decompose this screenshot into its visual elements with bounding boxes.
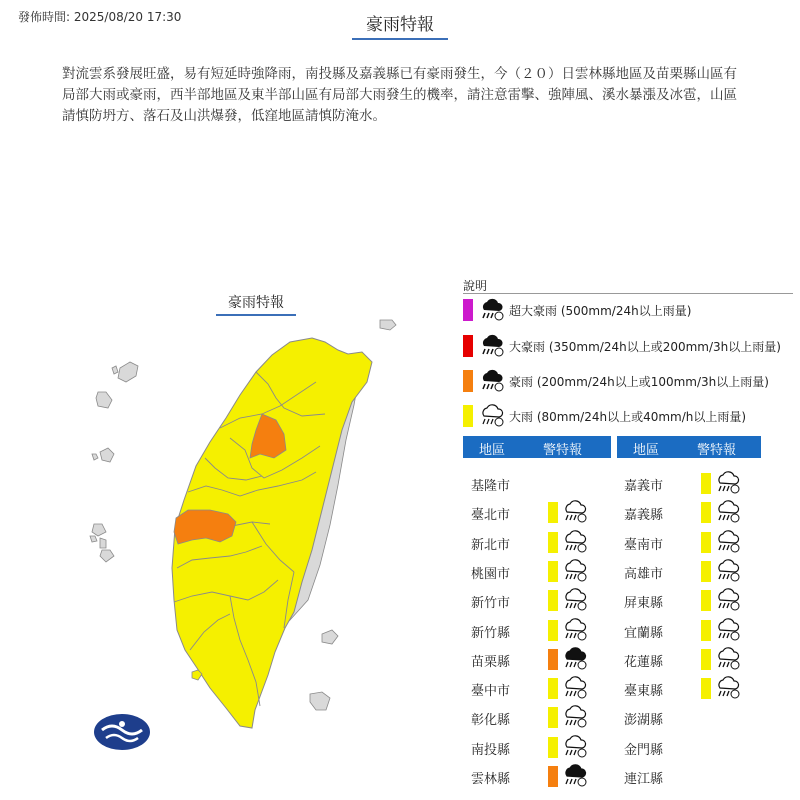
table-row — [624, 558, 764, 586]
table-header-right — [617, 436, 761, 458]
region-name: 臺中市 — [471, 684, 511, 700]
table-row — [624, 734, 764, 762]
region-name: 嘉義縣 — [624, 508, 664, 524]
warning-level-bar — [548, 649, 558, 670]
table-row — [624, 704, 764, 732]
heavy-rain-cloud-icon — [562, 647, 588, 675]
region-name: 臺南市 — [624, 537, 664, 553]
table-row — [624, 675, 764, 703]
legend-label: 超大豪雨 (500mm/24h以上雨量) — [509, 303, 692, 318]
legend-item-torrential — [463, 367, 769, 395]
region-name: 臺東縣 — [624, 684, 664, 700]
table-row — [624, 499, 764, 527]
rain-cloud-icon — [562, 676, 588, 704]
table-row — [624, 587, 764, 615]
rain-cloud-icon — [715, 500, 741, 528]
rain-cloud-icon — [562, 530, 588, 558]
warning-level-bar — [548, 532, 558, 553]
legend-swatch — [463, 335, 473, 357]
region-name: 雲林縣 — [471, 772, 511, 787]
warning-description: 對流雲系發展旺盛，易有短延時強降雨，南投縣及嘉義縣已有豪雨發生，今（２０）日雲林縣地區及苗栗縣山區有局部大雨或豪雨，西半部地區及東半部山區有局部大雨發生的機率，請注意雷擊、強陣風、溪水暴漲及冰雹，山區請慎防坍方、落石及山洪爆發，低窪地區請慎防淹水。 — [62, 66, 737, 124]
legend-item-extreme-torrential — [463, 296, 691, 324]
heavy-rain-cloud-icon — [562, 764, 588, 792]
rain-cloud-icon — [715, 647, 741, 675]
legend-label: 大豪雨 (350mm/24h以上或200mm/3h以上雨量) — [509, 339, 781, 354]
region-name: 彰化縣 — [471, 713, 511, 729]
region-name: 屏東縣 — [624, 596, 664, 612]
table-row — [471, 675, 611, 703]
page-title: 豪雨特報 — [352, 10, 448, 40]
region-name: 連江縣 — [624, 772, 664, 787]
warning-level-bar — [701, 620, 711, 641]
region-name: 宜蘭縣 — [624, 625, 664, 641]
heavy-rain-cloud-icon — [479, 334, 505, 358]
warning-level-bar — [548, 620, 558, 641]
region-name: 南投縣 — [471, 742, 511, 758]
table-row — [624, 646, 764, 674]
warning-level-bar — [701, 473, 711, 494]
legend-item-super-torrential — [463, 332, 781, 360]
col-region-header: 地區 — [479, 443, 506, 458]
region-name: 金門縣 — [624, 742, 664, 758]
warning-level-bar — [701, 532, 711, 553]
region-name: 澎湖縣 — [624, 713, 664, 729]
region-name: 臺北市 — [471, 508, 511, 524]
heavy-rain-cloud-icon — [479, 369, 505, 393]
table-row — [624, 470, 764, 498]
region-name: 高雄市 — [624, 566, 664, 582]
rain-cloud-icon — [562, 735, 588, 763]
legend-label: 豪雨 (200mm/24h以上或100mm/3h以上雨量) — [509, 374, 769, 389]
warning-level-bar — [701, 561, 711, 582]
taiwan-warning-map — [80, 310, 450, 770]
table-row — [471, 763, 611, 791]
table-row — [471, 587, 611, 615]
rain-cloud-icon — [715, 676, 741, 704]
region-name: 苗栗縣 — [471, 654, 511, 670]
legend-swatch — [463, 405, 473, 427]
rain-cloud-icon — [715, 588, 741, 616]
col-region-header: 地區 — [633, 443, 660, 458]
warning-level-bar — [548, 590, 558, 611]
legend-swatch — [463, 299, 473, 321]
cwa-logo — [94, 714, 150, 750]
region-name: 基隆市 — [471, 479, 511, 494]
rain-cloud-icon — [562, 559, 588, 587]
table-row — [471, 470, 611, 498]
rain-cloud-icon — [715, 471, 741, 499]
rain-cloud-icon — [715, 618, 741, 646]
map-title: 豪雨特報 — [216, 292, 296, 316]
region-name: 花蓮縣 — [624, 654, 664, 670]
table-row — [624, 763, 764, 791]
warning-level-bar — [701, 678, 711, 699]
table-row — [471, 529, 611, 557]
legend-title: 說明 — [463, 279, 488, 293]
table-row — [471, 617, 611, 645]
warning-level-bar — [548, 766, 558, 787]
legend-swatch — [463, 370, 473, 392]
rain-cloud-icon — [479, 404, 505, 428]
region-name: 桃園市 — [471, 566, 511, 582]
col-warning-header: 警特報 — [697, 443, 737, 458]
table-row — [471, 558, 611, 586]
warning-level-bar — [701, 502, 711, 523]
heavy-rain-cloud-icon — [479, 298, 505, 322]
warning-level-bar — [548, 737, 558, 758]
col-warning-header: 警特報 — [543, 443, 583, 458]
table-row — [471, 704, 611, 732]
rain-cloud-icon — [562, 705, 588, 733]
rain-cloud-icon — [562, 500, 588, 528]
region-name: 新竹市 — [471, 596, 511, 612]
table-row — [471, 646, 611, 674]
table-row — [471, 734, 611, 762]
table-header-left — [463, 436, 611, 458]
table-row — [624, 529, 764, 557]
region-name: 新北市 — [471, 537, 511, 553]
table-row — [624, 617, 764, 645]
warning-level-bar — [701, 590, 711, 611]
rain-cloud-icon — [562, 618, 588, 646]
rain-cloud-icon — [562, 588, 588, 616]
legend-divider — [463, 293, 793, 294]
legend-label: 大雨 (80mm/24h以上或40mm/h以上雨量) — [509, 409, 747, 424]
rain-cloud-icon — [715, 530, 741, 558]
region-name: 嘉義市 — [624, 479, 664, 494]
warning-level-bar — [548, 707, 558, 728]
warning-level-bar — [548, 678, 558, 699]
warning-level-bar — [548, 561, 558, 582]
warning-level-bar — [548, 502, 558, 523]
rain-cloud-icon — [715, 559, 741, 587]
legend-item-heavy-rain — [463, 402, 746, 430]
region-name: 新竹縣 — [471, 625, 511, 641]
publish-time: 發佈時間: 2025/08/20 17:30 — [18, 10, 182, 24]
table-row — [471, 499, 611, 527]
warning-level-bar — [701, 649, 711, 670]
